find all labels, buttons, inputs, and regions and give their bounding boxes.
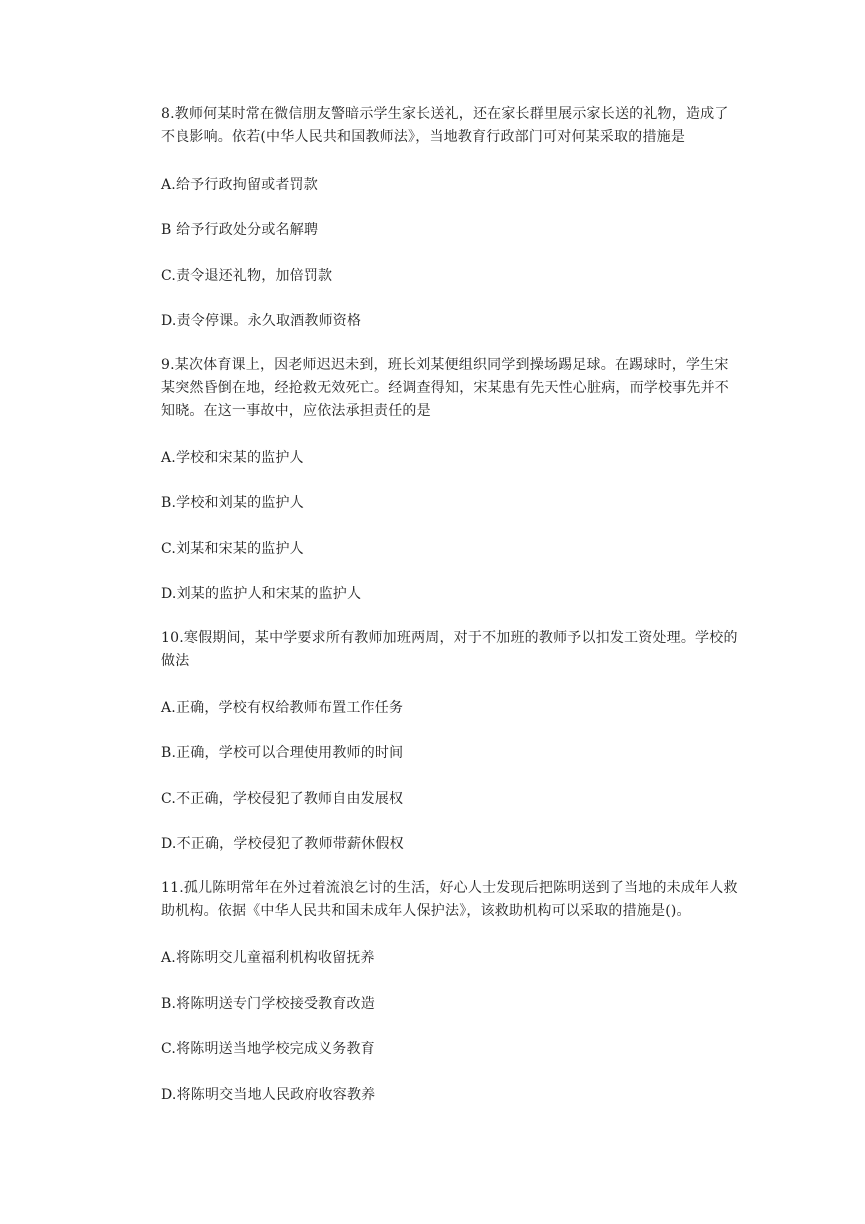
question-9-option-b: B.学校和刘某的监护人: [161, 495, 304, 511]
question-8-option-c: C.责令退还礼物，加倍罚款: [161, 268, 333, 284]
question-11-stem: 11.孤儿陈明常年在外过着流浪乞讨的生活，好心人士发现后把陈明送到了当地的未成年人救助机构。依据《中华人民共和国未成年人保护法》，该救助机构可以采取的措施是()。: [161, 880, 738, 919]
question-11-option-d: D.将陈明交当地人民政府收容教养: [161, 1087, 376, 1103]
question-9-option-d: D.刘某的监护人和宋某的监护人: [161, 586, 362, 602]
question-8-stem: 8.教师何某时常在微信朋友警暗示学生家长送礼，还在家长群里展示家长送的礼物，造成了不良影响。依若(中华人民共和国教师法》，当地教育行政部门可对何某采取的措施是: [161, 106, 729, 145]
question-11-option-a: A.将陈明交儿童福利机构收留抚养: [161, 950, 375, 966]
question-10-option-b: B.正确，学校可以合理使用教师的时间: [161, 745, 404, 761]
question-9-option-a: A.学校和宋某的监护人: [161, 450, 304, 466]
question-10-stem: 10.寒假期间，某中学要求所有教师加班两周，对于不加班的教师予以扣发工资处理。学校的做法: [161, 630, 738, 669]
question-11-option-b: B.将陈明送专门学校接受教育改造: [161, 996, 375, 1012]
question-10-option-a: A.正确，学校有权给教师布置工作任务: [161, 700, 404, 716]
question-11-option-c: C.将陈明送当地学校完成义务教育: [161, 1041, 375, 1057]
question-9-stem: 9.某次体育课上，因老师迟迟未到，班长刘某便组织同学到操场踢足球。在踢球时，学生宋某突然昏倒在地，经抢救无效死亡。经调查得知，宋某患有先天性心脏病，而学校事先并不知晓。在这一事故中，应依法承担责任的是: [161, 357, 729, 419]
question-8-option-a: A.给予行政拘留或者罚款: [161, 177, 318, 193]
question-8-option-d: D.责令停课。永久取酒教师资格: [161, 313, 362, 329]
question-10-option-c: C.不正确，学校侵犯了教师自由发展权: [161, 791, 404, 807]
question-9-option-c: C.刘某和宋某的监护人: [161, 541, 304, 557]
question-8-option-b: B 给予行政处分或名解聘: [161, 222, 319, 238]
question-10-option-d: D.不正确，学校侵犯了教师带薪休假权: [161, 836, 404, 852]
